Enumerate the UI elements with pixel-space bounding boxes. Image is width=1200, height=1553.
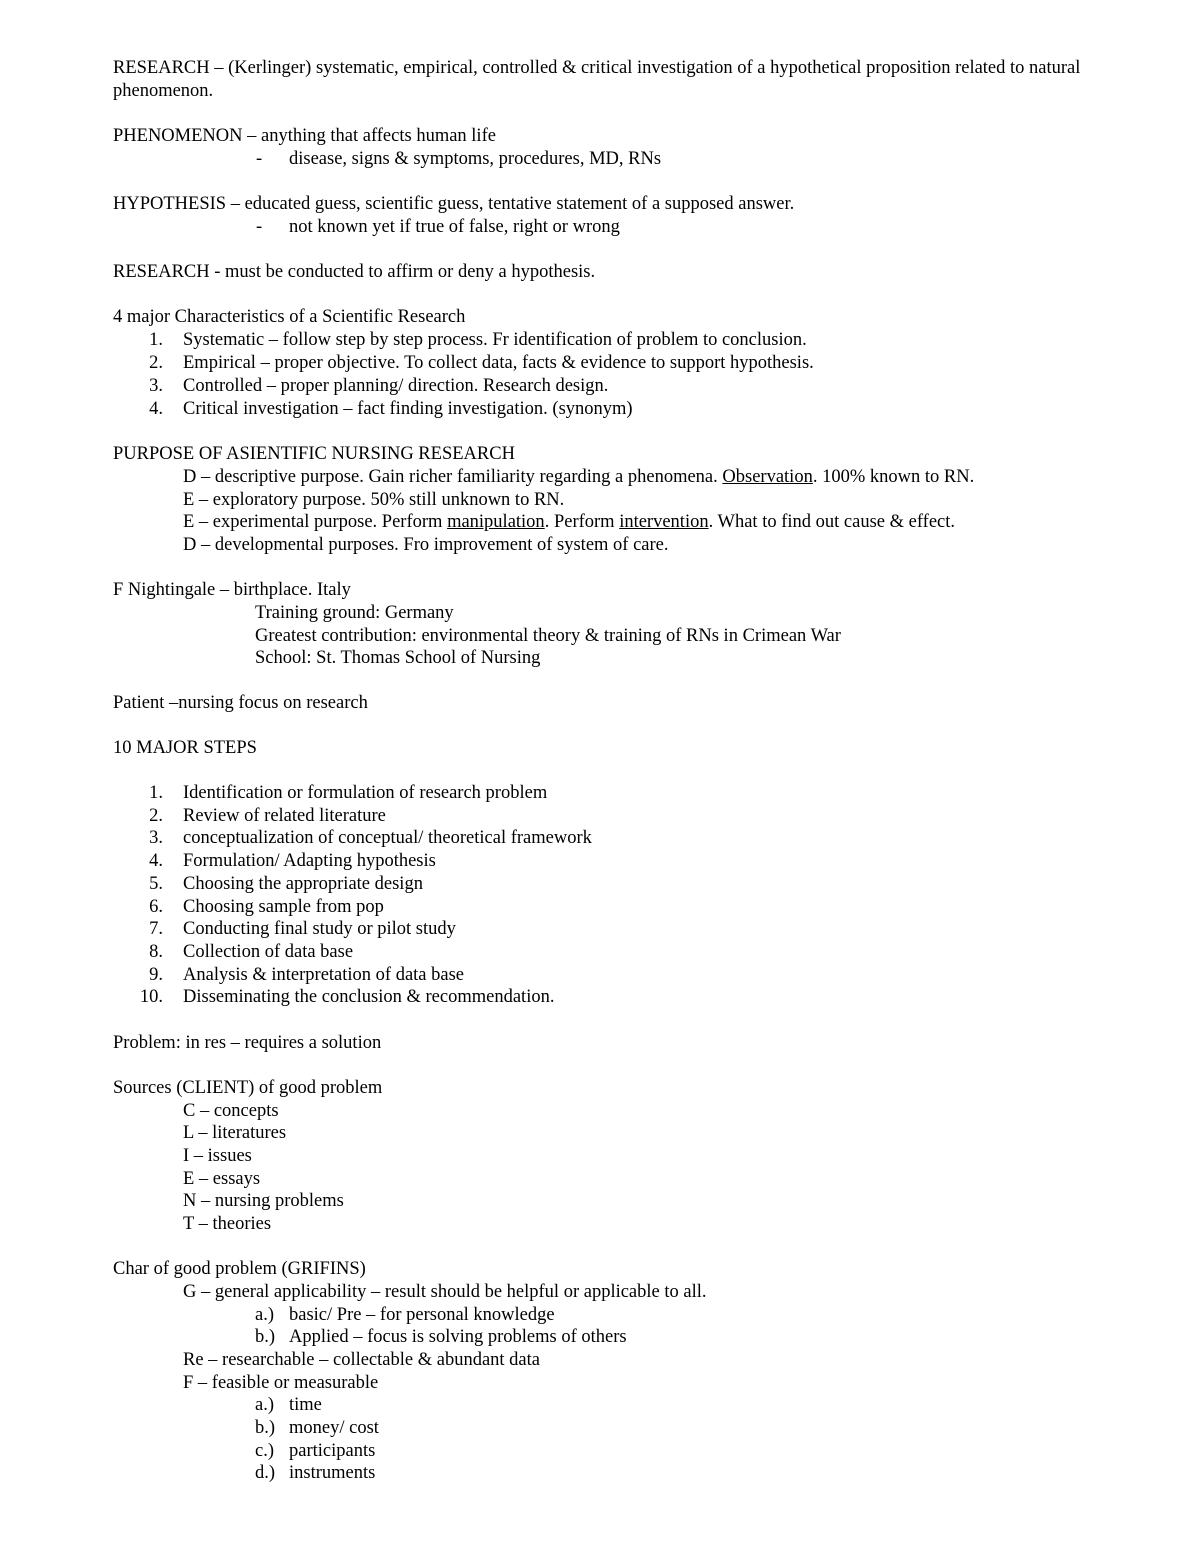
hypothesis-bullet: not known yet if true of false, right or wrong xyxy=(289,217,620,237)
characteristic-item: Systematic – follow step by step process. Fr identification of problem to conclusion. xyxy=(183,330,807,350)
major-steps-heading: 10 MAJOR STEPS xyxy=(113,738,257,758)
list-number: 5. xyxy=(149,874,163,894)
major-step-item: Formulation/ Adapting hypothesis xyxy=(183,851,436,871)
major-step-item: Review of related literature xyxy=(183,806,386,826)
grifins-researchable: Re – researchable – collectable & abundant data xyxy=(183,1350,540,1370)
major-step-item: Choosing sample from pop xyxy=(183,897,384,917)
purpose-exploratory: E – exploratory purpose. 50% still unknown to RN. xyxy=(183,490,565,510)
characteristic-item: Critical investigation – fact finding investigation. (synonym) xyxy=(183,399,633,419)
list-number: 4. xyxy=(149,399,163,419)
major-step-item: Disseminating the conclusion & recommendation. xyxy=(183,987,555,1007)
source-item: T – theories xyxy=(183,1214,272,1234)
list-number: 2. xyxy=(149,353,163,373)
source-item: L – literatures xyxy=(183,1123,287,1143)
problem-definition: Problem: in res – requires a solution xyxy=(113,1033,382,1053)
list-number: 8. xyxy=(149,942,163,962)
list-number: 7. xyxy=(149,919,163,939)
nightingale-birthplace: F Nightingale – birthplace. Italy xyxy=(113,580,351,600)
sub-item-label: b.) xyxy=(255,1418,276,1438)
characteristic-item: Empirical – proper objective. To collect data, facts & evidence to support hypothesis. xyxy=(183,353,814,373)
major-step-item: conceptualization of conceptual/ theoretical framework xyxy=(183,828,592,848)
purpose-descriptive: D – descriptive purpose. Gain richer familiarity regarding a phenomena. Observation. 100% known to RN. xyxy=(183,467,975,487)
sub-item-label: c.) xyxy=(255,1441,274,1461)
major-step-item: Conducting final study or pilot study xyxy=(183,919,456,939)
purpose-heading: PURPOSE OF ASIENTIFIC NURSING RESEARCH xyxy=(113,444,515,464)
sub-item-text: Applied – focus is solving problems of others xyxy=(289,1327,627,1347)
source-item: C – concepts xyxy=(183,1101,279,1121)
major-step-item: Collection of data base xyxy=(183,942,354,962)
list-number: 6. xyxy=(149,897,163,917)
major-step-item: Choosing the appropriate design xyxy=(183,874,423,894)
list-number: 9. xyxy=(149,965,163,985)
sub-item-text: money/ cost xyxy=(289,1418,379,1438)
nightingale-contribution: Greatest contribution: environmental theory & training of RNs in Crimean War xyxy=(255,626,841,646)
hypothesis-heading: HYPOTHESIS – educated guess, scientific guess, tentative statement of a supposed answer. xyxy=(113,194,795,214)
nightingale-school: School: St. Thomas School of Nursing xyxy=(255,648,541,668)
research-definition-line-2: phenomenon. xyxy=(113,81,214,101)
research-definition-line-1: RESEARCH – (Kerlinger) systematic, empirical, controlled & critical investigation of a hypothetical proposition related to natural xyxy=(113,58,1081,78)
bullet-dash: - xyxy=(256,217,263,237)
source-item: N – nursing problems xyxy=(183,1191,344,1211)
sub-item-label: d.) xyxy=(255,1463,276,1483)
purpose-developmental: D – developmental purposes. Fro improvement of system of care. xyxy=(183,535,669,555)
list-number: 2. xyxy=(149,806,163,826)
sub-item-text: time xyxy=(289,1395,322,1415)
list-number: 1. xyxy=(149,330,163,350)
sub-item-text: participants xyxy=(289,1441,376,1461)
major-step-item: Identification or formulation of research problem xyxy=(183,783,548,803)
grifins-general: G – general applicability – result should be helpful or applicable to all. xyxy=(183,1282,707,1302)
patient-focus: Patient –nursing focus on research xyxy=(113,693,368,713)
source-item: I – issues xyxy=(183,1146,252,1166)
sub-item-label: b.) xyxy=(255,1327,276,1347)
phenomenon-heading: PHENOMENON – anything that affects human life xyxy=(113,126,496,146)
sources-heading: Sources (CLIENT) of good problem xyxy=(113,1078,383,1098)
grifins-heading: Char of good problem (GRIFINS) xyxy=(113,1259,366,1279)
characteristics-heading: 4 major Characteristics of a Scientific Research xyxy=(113,307,466,327)
list-number: 4. xyxy=(149,851,163,871)
bullet-dash: - xyxy=(256,149,263,169)
sub-item-label: a.) xyxy=(255,1395,274,1415)
list-number: 3. xyxy=(149,828,163,848)
list-number: 3. xyxy=(149,376,163,396)
source-item: E – essays xyxy=(183,1169,261,1189)
list-number: 10. xyxy=(139,987,163,1007)
sub-item-text: basic/ Pre – for personal knowledge xyxy=(289,1305,555,1325)
manipulation-underlined: manipulation xyxy=(447,512,545,532)
purpose-experimental: E – experimental purpose. Perform manipulation. Perform intervention. What to find out cause & effect. xyxy=(183,512,956,532)
sub-item-text: instruments xyxy=(289,1463,376,1483)
major-step-item: Analysis & interpretation of data base xyxy=(183,965,465,985)
phenomenon-bullet: disease, signs & symptoms, procedures, MD, RNs xyxy=(289,149,662,169)
observation-underlined: Observation xyxy=(722,467,813,487)
list-number: 1. xyxy=(149,783,163,803)
characteristic-item: Controlled – proper planning/ direction. Research design. xyxy=(183,376,609,396)
intervention-underlined: intervention xyxy=(619,512,709,532)
sub-item-label: a.) xyxy=(255,1305,274,1325)
nightingale-training-ground: Training ground: Germany xyxy=(255,603,454,623)
research-note: RESEARCH - must be conducted to affirm or deny a hypothesis. xyxy=(113,262,596,282)
grifins-feasible: F – feasible or measurable xyxy=(183,1373,379,1393)
